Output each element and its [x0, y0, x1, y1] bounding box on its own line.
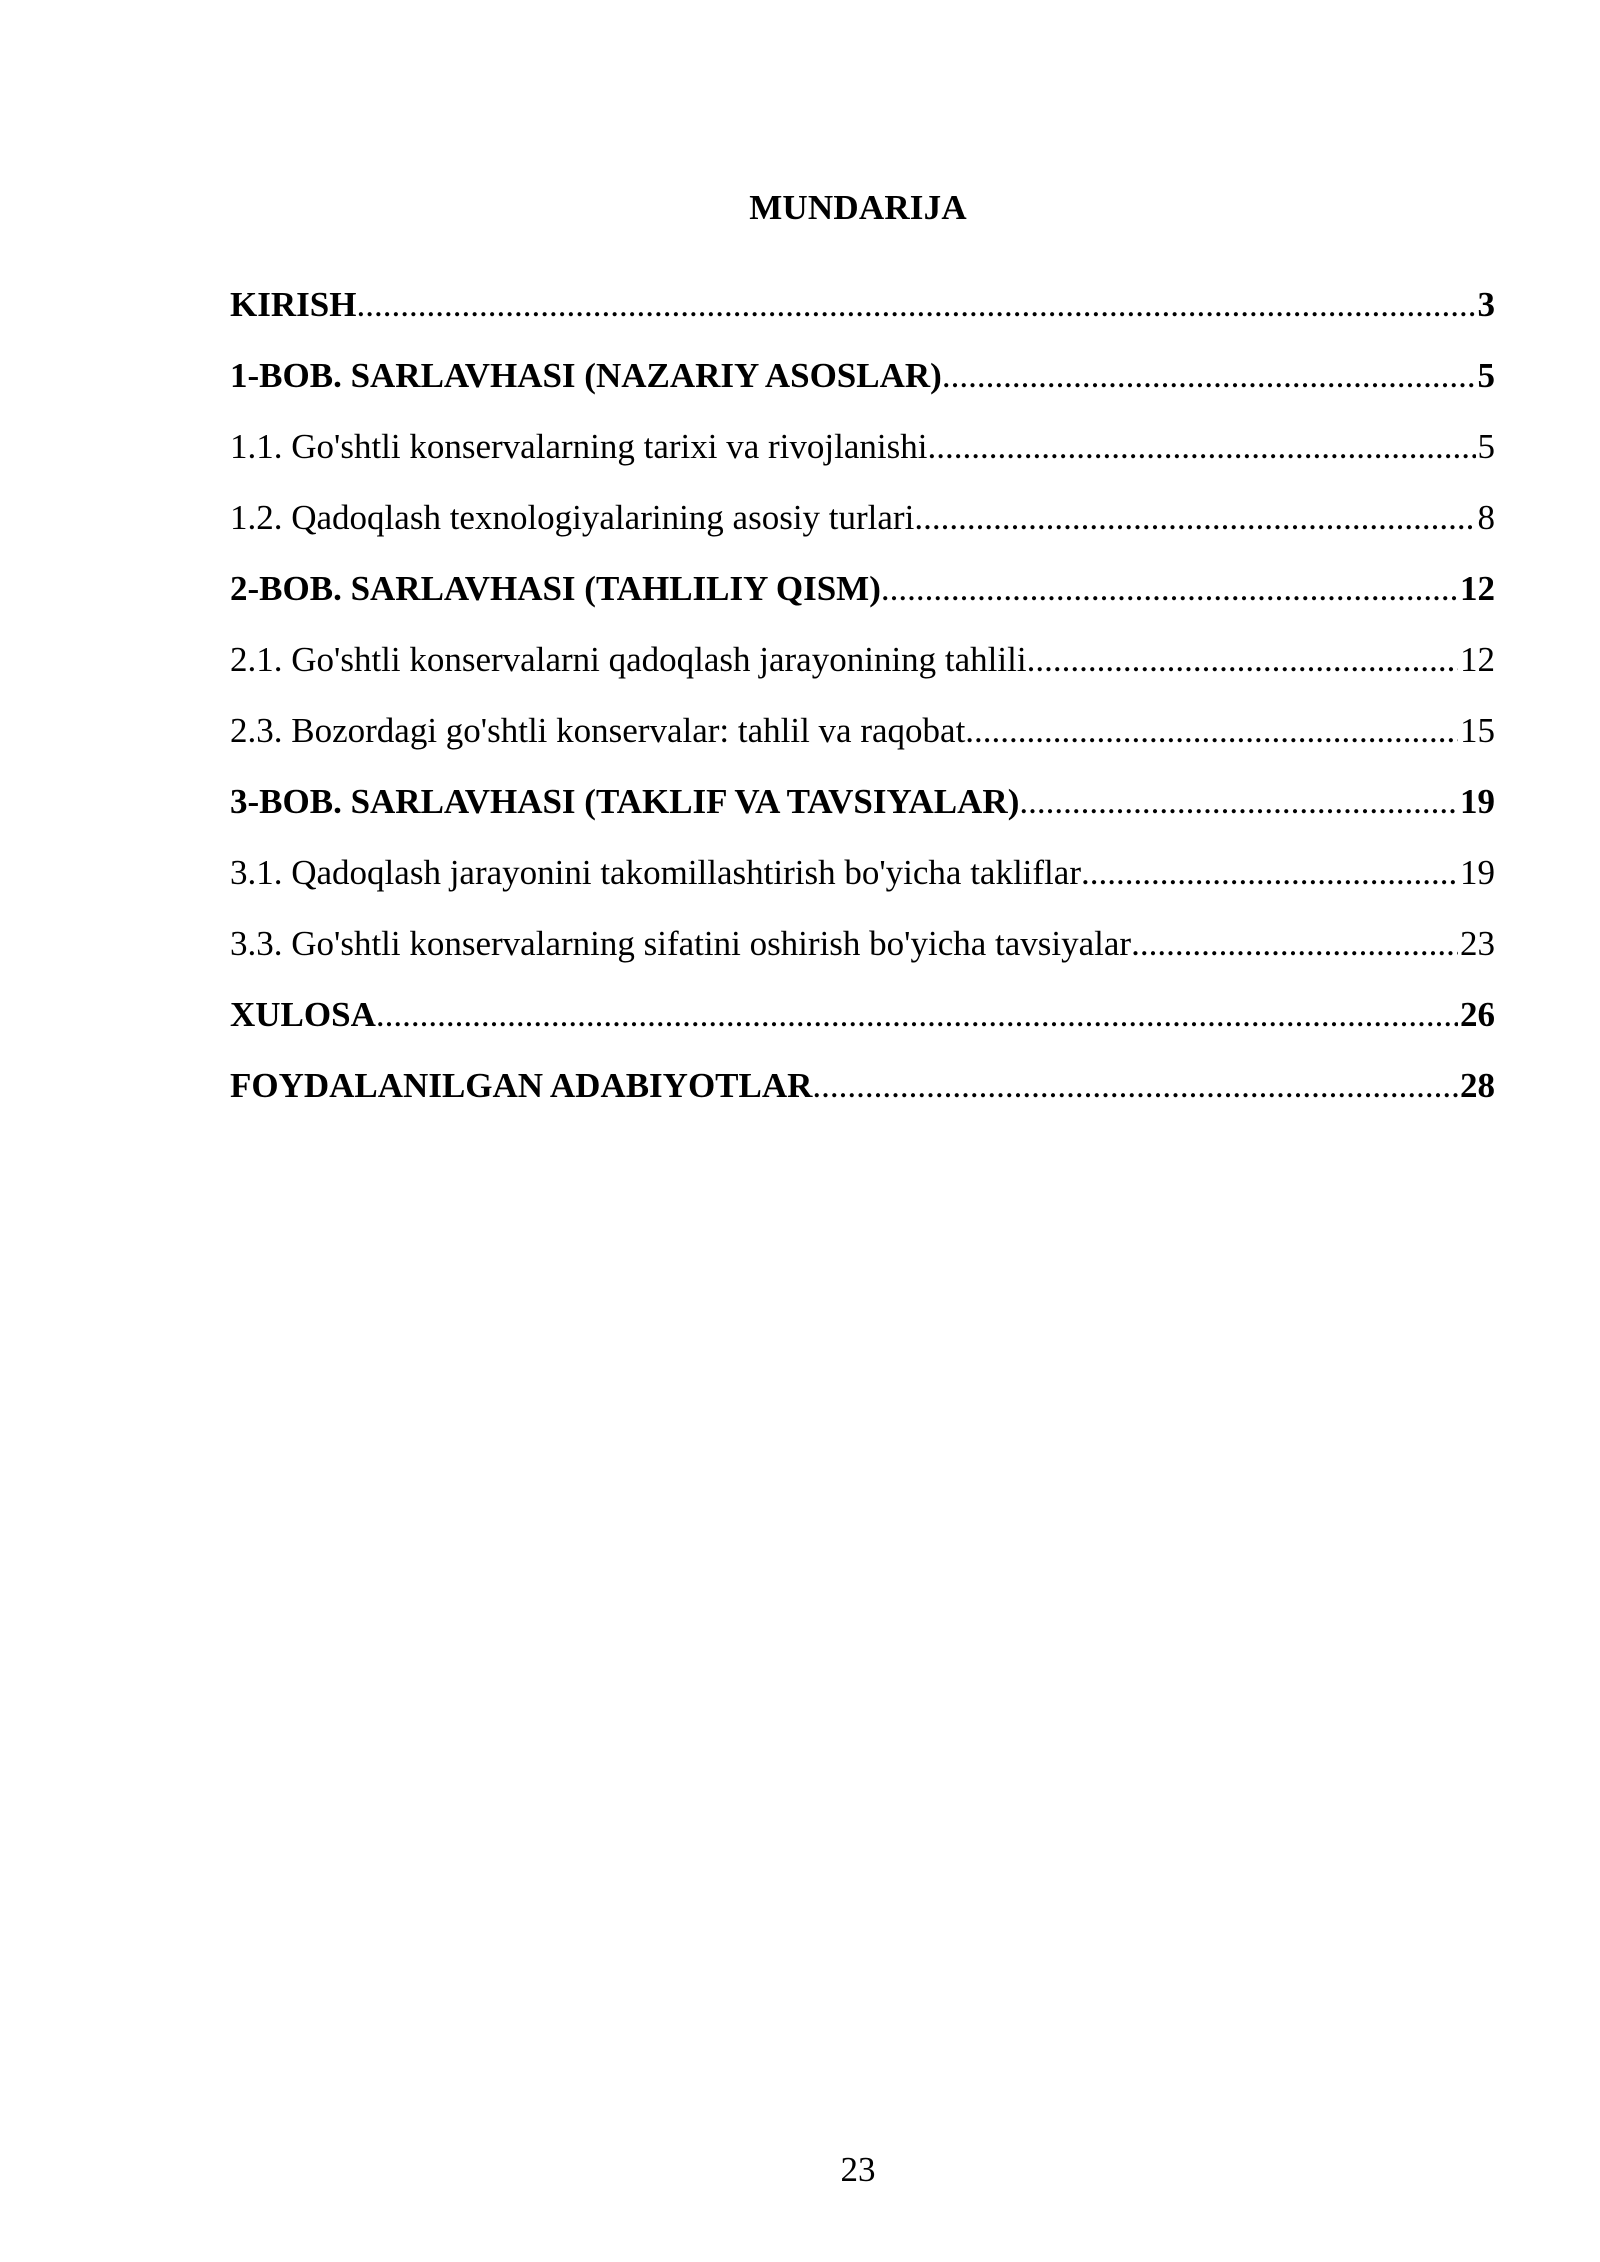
- toc-entry-section-2-3[interactable]: [230, 709, 1495, 780]
- toc-entry-section-3-1[interactable]: [230, 851, 1495, 922]
- toc-entry-label: 1-BOB. SARLAVHASI (NAZARIY ASOSLAR): [230, 356, 942, 395]
- toc-dot-leader: [965, 709, 1458, 753]
- toc-entry-page: 5: [1477, 356, 1495, 395]
- toc-entry-page: 5: [1477, 427, 1495, 466]
- toc-dot-leader: [812, 1064, 1458, 1108]
- toc-entry-references[interactable]: [230, 1064, 1495, 1135]
- toc-dot-leader: [1081, 851, 1458, 895]
- toc-entry-label: FOYDALANILGAN ADABIYOTLAR: [230, 1066, 813, 1105]
- toc-entry-page: 12: [1460, 569, 1495, 608]
- toc-entry-label: 2.1. Go'shtli konservalarni qadoqlash jarayonining tahlili: [230, 640, 1027, 679]
- toc-entry-section-1-1[interactable]: [230, 425, 1495, 496]
- toc-dot-leader: [927, 425, 1475, 469]
- toc-dot-leader: [1131, 922, 1458, 966]
- toc-entry-label: 1.2. Qadoqlash texnologiyalarining asosiy turlari: [230, 498, 915, 537]
- toc-dot-leader: [914, 496, 1475, 540]
- toc-dot-leader: [1027, 638, 1458, 682]
- toc-entry-label: 2.3. Bozordagi go'shtli konservalar: tahlil va raqobat: [230, 711, 966, 750]
- toc-entry-kirish[interactable]: [230, 283, 1495, 354]
- toc-entry-page: 3: [1477, 285, 1495, 324]
- toc-entry-section-2-1[interactable]: [230, 638, 1495, 709]
- toc-dot-leader: [942, 354, 1476, 398]
- toc-entry-chapter-1[interactable]: [230, 354, 1495, 425]
- page-number: 23: [840, 2150, 876, 2189]
- toc-entry-chapter-2[interactable]: [230, 567, 1495, 638]
- toc-entry-label: KIRISH: [230, 285, 357, 324]
- toc-entry-page: 12: [1460, 640, 1495, 679]
- toc-dot-leader: [881, 567, 1458, 611]
- toc-entry-label: 3.3. Go'shtli konservalarning sifatini oshirish bo'yicha tavsiyalar: [230, 924, 1132, 963]
- toc-entry-page: 8: [1477, 498, 1495, 537]
- toc-entry-label: 2-BOB. SARLAVHASI (TAHLILIY QISM): [230, 569, 881, 608]
- toc-entry-page: 15: [1460, 711, 1495, 750]
- toc-entry-section-3-3[interactable]: [230, 922, 1495, 993]
- toc-entry-label: 1.1. Go'shtli konservalarning tarixi va rivojlanishi: [230, 427, 928, 466]
- toc-entry-page: 28: [1460, 1066, 1495, 1105]
- toc-dot-leader: [376, 993, 1458, 1037]
- toc-entry-section-1-2[interactable]: [230, 496, 1495, 567]
- toc-dot-leader: [1019, 780, 1458, 824]
- page-title: MUNDARIJA: [749, 188, 967, 227]
- toc-entry-page: 19: [1460, 853, 1495, 892]
- toc-entry-page: 19: [1460, 782, 1495, 821]
- toc-entry-label: XULOSA: [230, 995, 376, 1034]
- toc-entry-page: 26: [1460, 995, 1495, 1034]
- table-of-contents: [230, 283, 1495, 1135]
- toc-entry-xulosa[interactable]: [230, 993, 1495, 1064]
- toc-dot-leader: [356, 283, 1475, 327]
- toc-entry-label: 3.1. Qadoqlash jarayonini takomillashtirish bo'yicha takliflar: [230, 853, 1081, 892]
- toc-entry-page: 23: [1460, 924, 1495, 963]
- toc-entry-label: 3-BOB. SARLAVHASI (TAKLIF VA TAVSIYALAR): [230, 782, 1020, 821]
- toc-entry-chapter-3[interactable]: [230, 780, 1495, 851]
